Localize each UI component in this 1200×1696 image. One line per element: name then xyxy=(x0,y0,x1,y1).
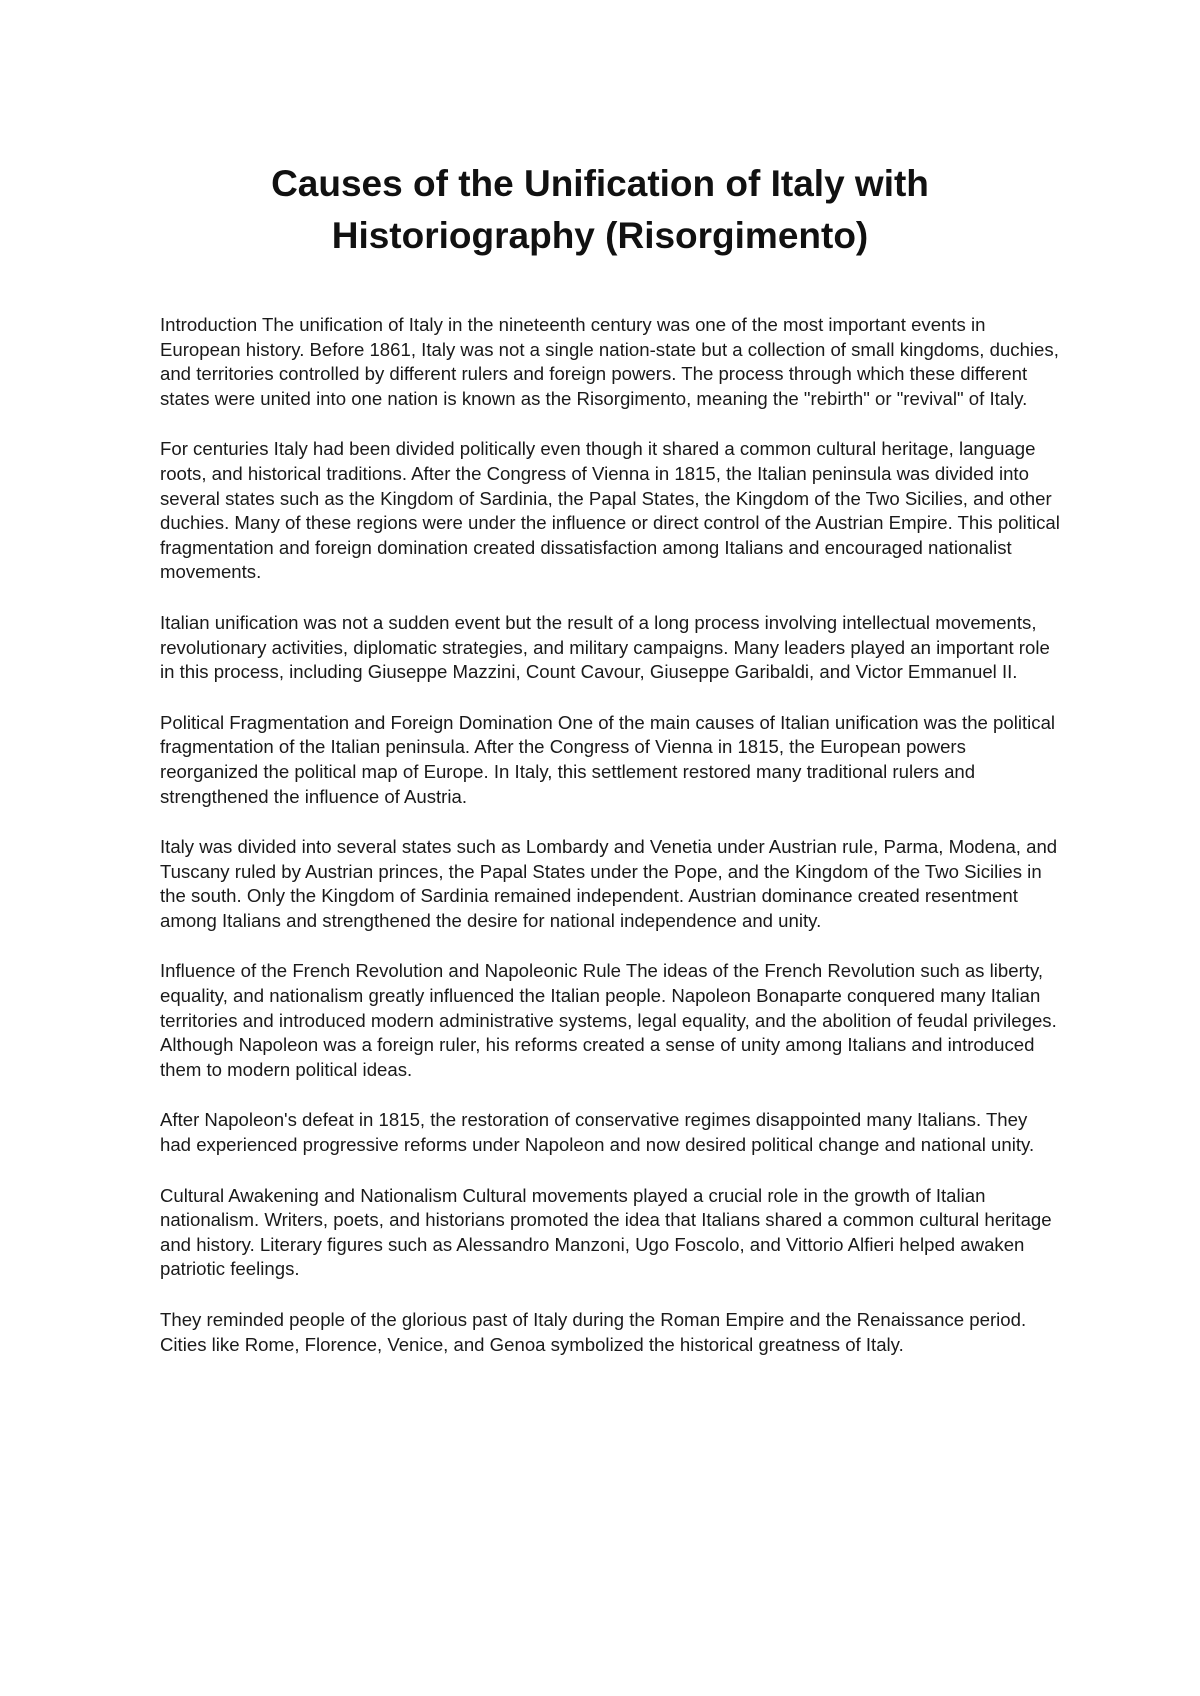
paragraph-divided-states: Italy was divided into several states such as Lombardy and Venetia under Austrian rule, Parma, Modena, and Tuscany ruled by Austrian princes, the Papal States under the Pope, and the Kingdom of the Two Sicilies in the south. Only the Kingdom of Sardinia remained independent. Austrian dominance created resentment among Italians and strengthened the desire for national independence and unity. xyxy=(160,836,1058,931)
document-title xyxy=(160,158,1040,262)
paragraph-divided-centuries: For centuries Italy had been divided politically even though it shared a common cultural heritage, language roots, and historical traditions. After the Congress of Vienna in 1815, the Italian peninsula was divided into several states such as the Kingdom of Sardinia, the Papal States, the Kingdom of the Two Sicilies, and other duchies. Many of these regions were under the influence or direct control of the Austrian Empire. This political fragmentation and foreign domination created dissatisfaction among Italians and encouraged nationalist movements. xyxy=(160,438,1060,583)
paragraph-cultural-awakening: Cultural Awakening and Nationalism Cultural movements played a crucial role in the growth of Italian nationalism. Writers, poets, and historians promoted the idea that Italians shared a common cultural heritage and history. Literary figures such as Alessandro Manzoni, Ugo Foscolo, and Vittorio Alfieri helped awaken patriotic feelings. xyxy=(160,1184,1052,1280)
paragraph-french-revolution: Influence of the French Revolution and Napoleonic Rule The ideas of the French Revolution such as liberty, equality, and nationalism greatly influenced the Italian people. Napoleon Bonaparte conquered many Italian territories and introduced modern administrative systems, legal equality, and the abolition of feudal privileges. Although Napoleon was a foreign ruler, his reforms created a sense of unity among Italians and introduced them to modern political ideas. xyxy=(160,960,1057,1080)
paragraph-introduction: Introduction The unification of Italy in the nineteenth century was one of the most important events in European history. Before 1861, Italy was not a single nation-state but a collection of small kingdoms, duchies, and territories controlled by different rulers and foreign powers. The process through which these different states were united into one nation is known as the Risorgimento, meaning the "rebirth" or "revival" of Italy. xyxy=(160,314,1059,409)
document-body xyxy=(160,313,1060,1383)
title-line-2: Historiography (Risorgimento) xyxy=(331,215,869,256)
paragraph-political-fragmentation: Political Fragmentation and Foreign Domination One of the main causes of Italian unification was the political fragmentation of the Italian peninsula. After the Congress of Vienna in 1815, the European powers reorganized the political map of Europe. In Italy, this settlement restored many traditional rulers and strengthened the influence of Austria. xyxy=(160,711,1056,807)
paragraph-long-process: Italian unification was not a sudden event but the result of a long process involving intellectual movements, revolutionary activities, diplomatic strategies, and military campaigns. Many leaders played an important role in this process, including Giuseppe Mazzini, Count Cavour, Giuseppe Garibaldi, and Victor Emmanuel II. xyxy=(160,611,1050,683)
paragraph-glorious-past: They reminded people of the glorious past of Italy during the Roman Empire and the Renaissance period. Cities like Rome, Florence, Venice, and Genoa symbolized the historical greatness of Italy. xyxy=(160,1309,1027,1355)
paragraph-napoleon-defeat: After Napoleon's defeat in 1815, the restoration of conservative regimes disappointed many Italians. They had experienced progressive reforms under Napoleon and now desired political change and national unity. xyxy=(160,1109,1035,1156)
title-line-1: Causes of the Unification of Italy with xyxy=(271,163,929,204)
